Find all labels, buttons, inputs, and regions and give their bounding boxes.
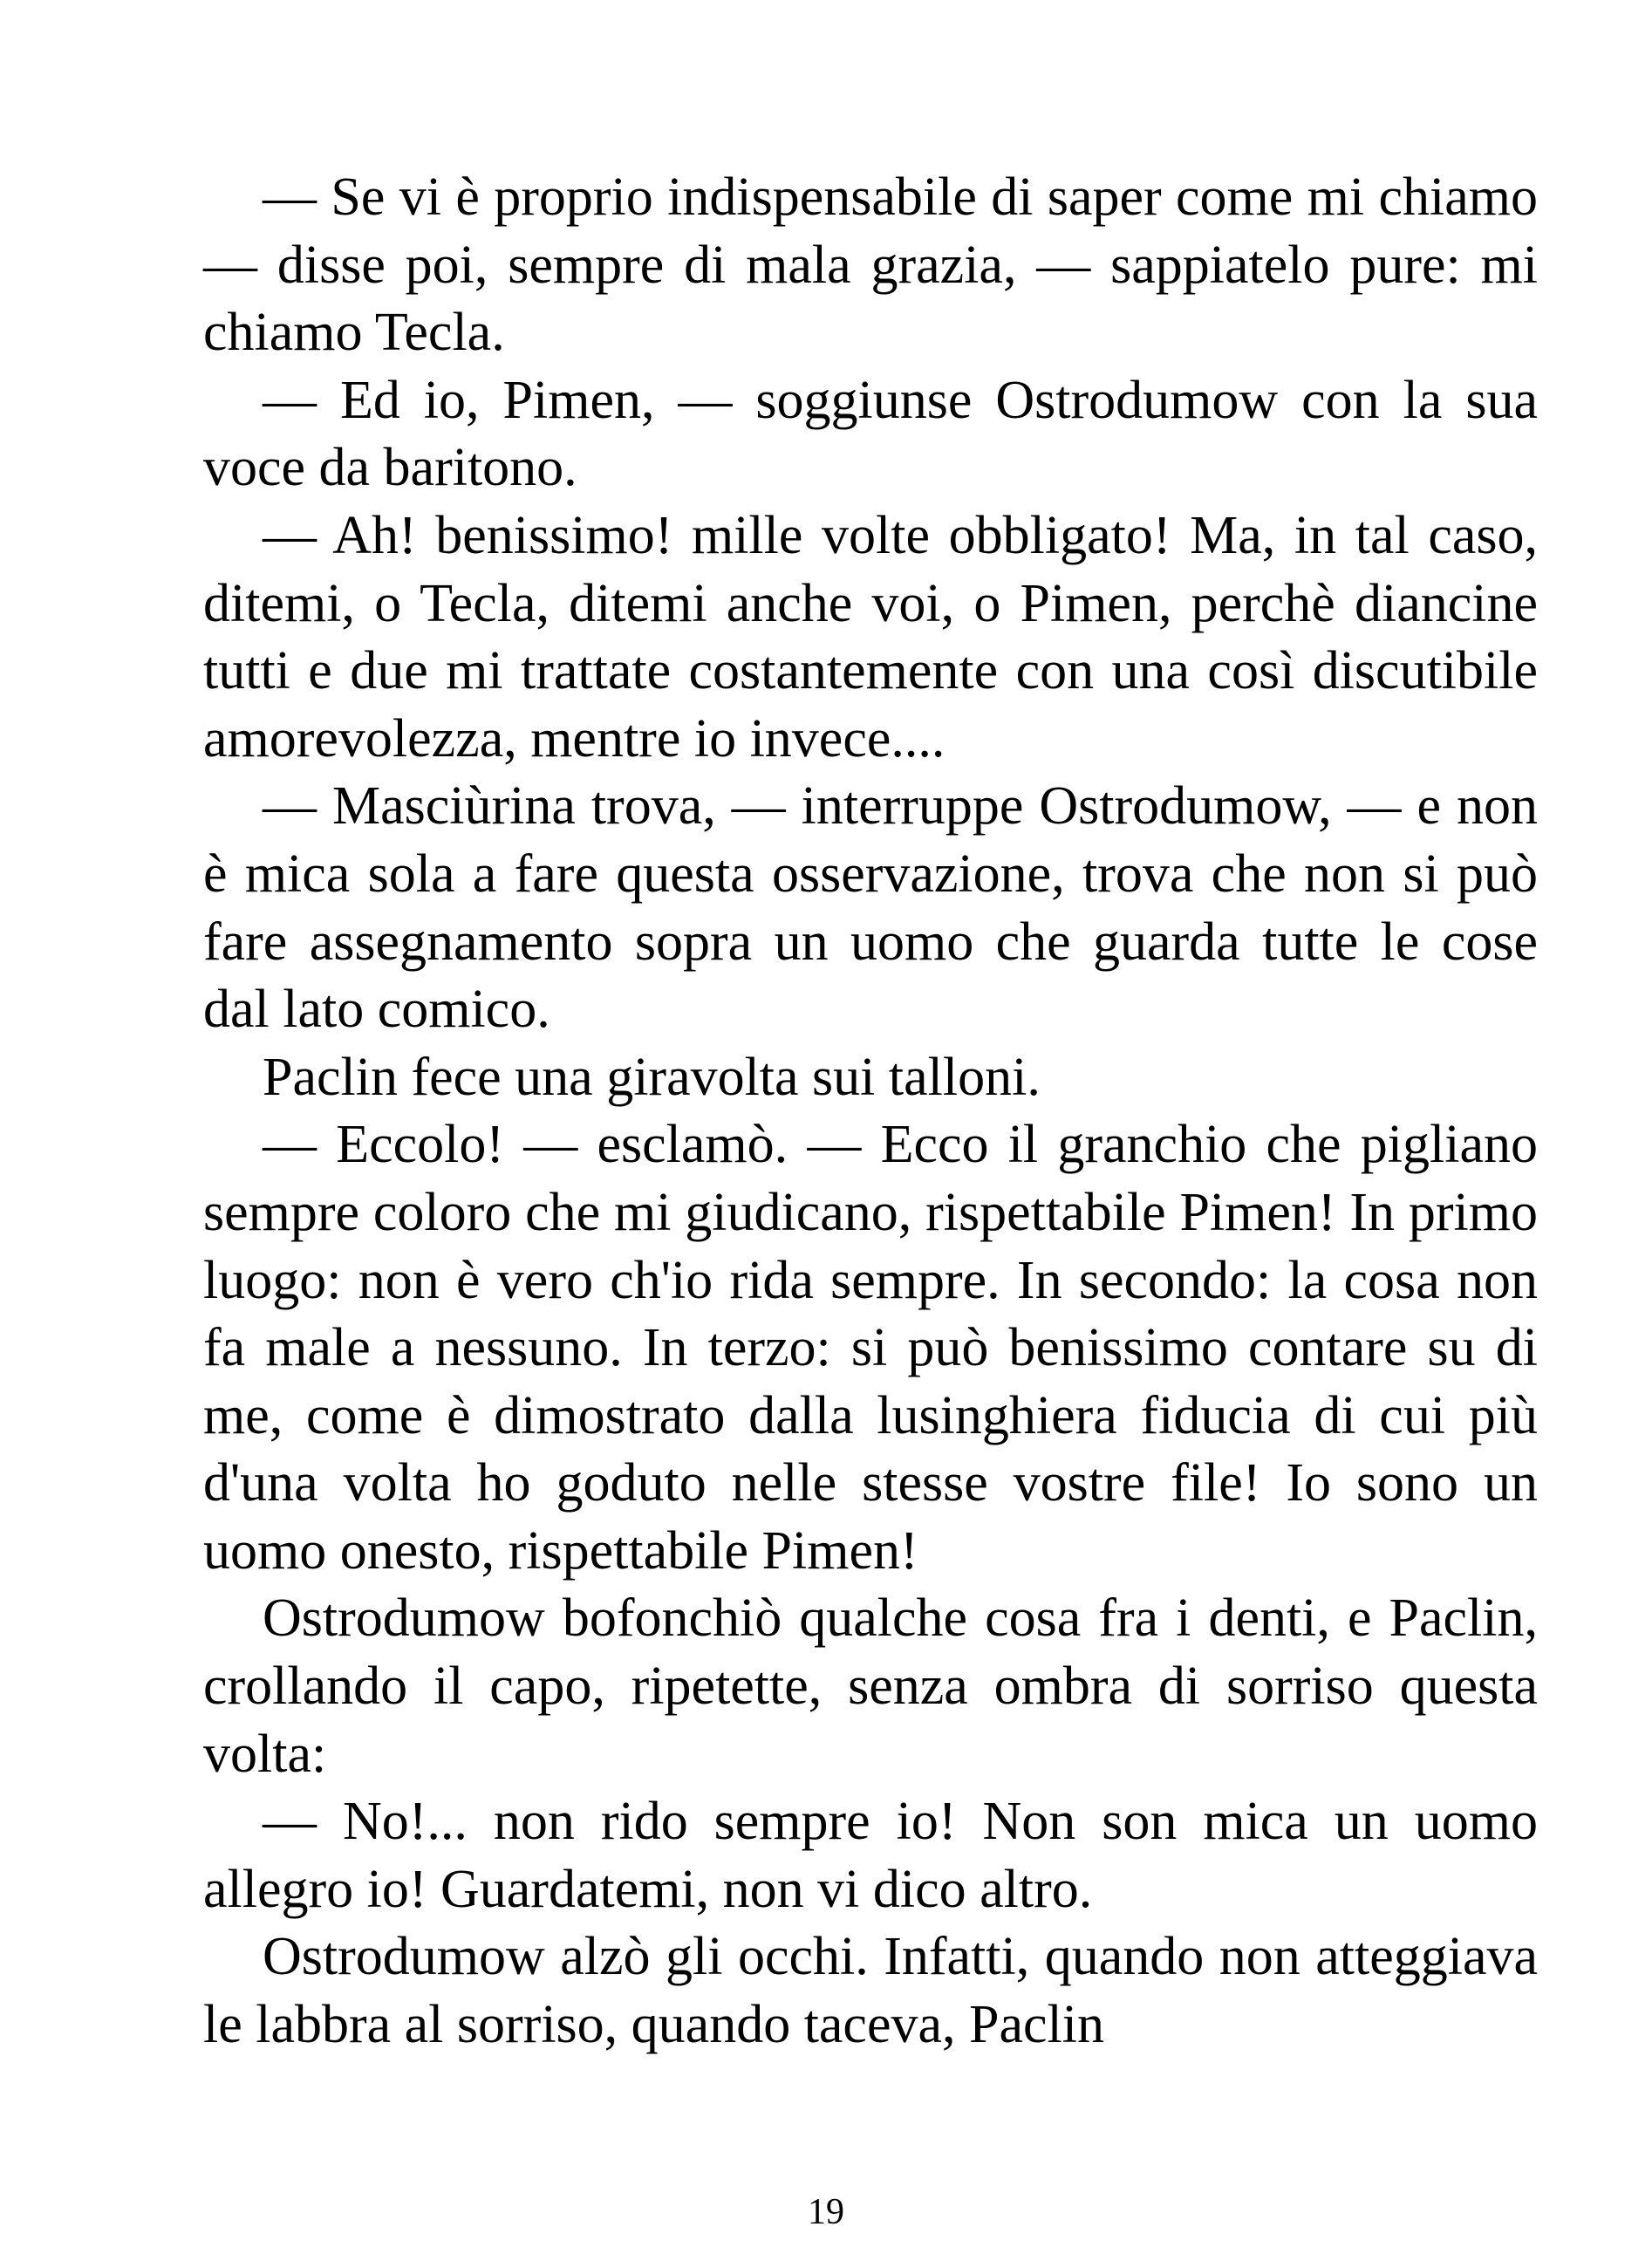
page-number: 19 <box>808 2192 844 2232</box>
paragraph: — Ah! benissimo! mille volte obbligato! Ma, in tal caso, ditemi, o Tecla, ditemi anche voi, o Pimen, perchè diancine tutti e due mi trattate costantemente con una così discutibile amorevolezza, mentre io invece.... <box>203 505 1538 768</box>
paragraph: Paclin fece una giravolta sui talloni. <box>263 1047 1041 1107</box>
paragraph: — Eccolo! — esclamò. — Ecco il granchio che pigliano sempre coloro che mi giudicano, rispettabile Pimen! In primo luogo: non è vero ch'io rida sempre. In secondo: la cosa non fa male a nessuno. In terzo: si può benissimo contare su di me, come è dimostrato dalla lusinghiera fiducia di cui più d'una volta ho goduto nelle stesse vostre file! Io sono un uomo onesto, rispettabile Pimen! <box>203 1115 1538 1581</box>
paragraph: — Ed io, Pimen, — soggiunse Ostrodumow con la sua voce da baritono. <box>203 370 1538 498</box>
paragraph: Ostrodumow alzò gli occhi. Infatti, quando non atteggiava le labbra al sorriso, quando taceva, Paclin <box>203 1927 1538 2055</box>
paragraph: — No!... non rido sempre io! Non son mica un uomo allegro io! Guardatemi, non vi dico altro. <box>203 1792 1538 1919</box>
page-body <box>203 164 1538 2059</box>
paragraph: Ostrodumow bofonchiò qualche cosa fra i denti, e Paclin, crollando il capo, ripetette, senza ombra di sorriso questa volta: <box>203 1588 1538 1784</box>
paragraph: — Masciùrina trova, — interruppe Ostrodumow, — e non è mica sola a fare questa osservazione, trova che non si può fare assegnamento sopra un uomo che guarda tutte le cose dal lato comico. <box>203 776 1538 1040</box>
paragraph: — Se vi è proprio indispensabile di saper come mi chiamo — disse poi, sempre di mala grazia, — sappiatelo pure: mi chiamo Tecla. <box>203 167 1538 363</box>
